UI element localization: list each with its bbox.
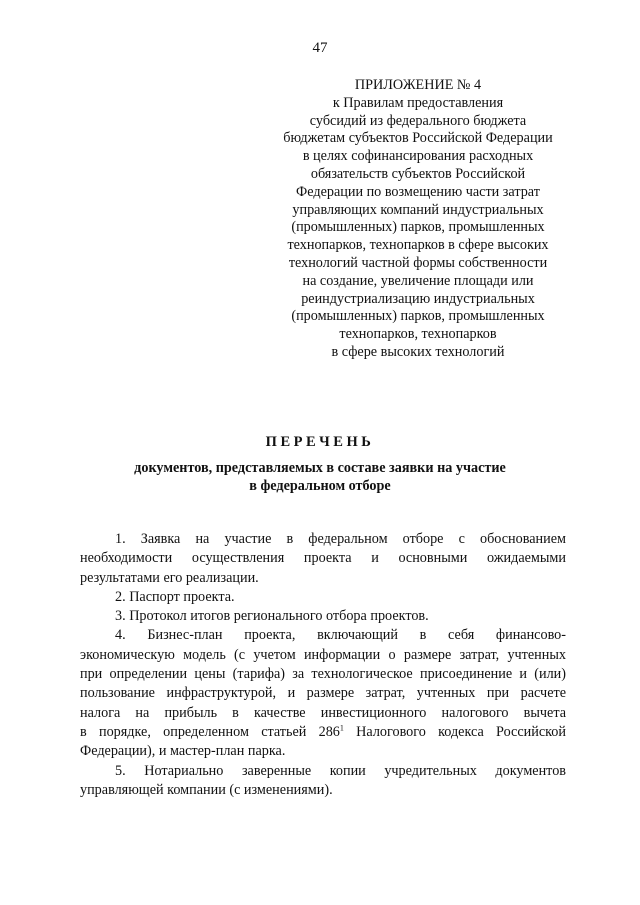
annex-line: технопарков, технопарков в сфере высоких bbox=[287, 237, 549, 254]
item-line: 1. Заявка на участие в федеральном отборе с обоснованием bbox=[115, 531, 566, 547]
annex-line: (промышленных) парков, промышленных bbox=[291, 219, 545, 236]
annex-line: к Правилам предоставления bbox=[332, 94, 504, 111]
annex-line: обязательств субъектов Российской bbox=[310, 165, 526, 182]
annex-line: (промышленных) парков, промышленных bbox=[291, 308, 545, 325]
item-line: управляющей компании (с изменениями). bbox=[80, 781, 333, 798]
annex-header bbox=[258, 77, 578, 362]
list-item bbox=[80, 626, 566, 761]
document-subtitle bbox=[0, 459, 640, 495]
item-line bbox=[80, 723, 566, 742]
item-line-text: в порядке, определенном статьей 286 bbox=[80, 723, 340, 740]
footnote-marker: 1 bbox=[339, 723, 344, 733]
annex-title: ПРИЛОЖЕНИЕ № 4 bbox=[354, 77, 482, 93]
annex-line: технопарков, технопарков bbox=[339, 326, 497, 343]
subtitle-line: документов, представляемых в составе заявки на участие bbox=[134, 460, 506, 476]
subtitle-line: в федеральном отборе bbox=[249, 478, 391, 494]
item-line: экономическую модель (с учетом информации о размере затрат, учтенных bbox=[80, 646, 566, 663]
item-line: пользование инфраструктурой, и размере затрат, учтенных при расчете bbox=[80, 685, 566, 702]
item-line: необходимости осуществления проекта и основными ожидаемыми bbox=[80, 550, 566, 567]
list-item bbox=[80, 762, 566, 801]
item-line-text: Налогового кодекса Российской bbox=[343, 723, 566, 740]
item-line: результатами его реализации. bbox=[80, 569, 259, 586]
list-item bbox=[80, 607, 566, 626]
annex-line: на создание, увеличение площади или bbox=[302, 272, 534, 289]
item-line: 3. Протокол итогов регионального отбора проектов. bbox=[115, 608, 429, 625]
documents-list bbox=[80, 530, 566, 800]
annex-line: реиндустриализацию индустриальных bbox=[301, 290, 535, 307]
item-line: при определении цены (тарифа) за технологическое присоединение и (или) bbox=[80, 666, 566, 683]
annex-line: бюджетам субъектов Российской Федерации bbox=[283, 130, 553, 147]
item-line: Федерации), и мастер-план парка. bbox=[80, 743, 286, 760]
item-line: налога на прибыль в качестве инвестиционного налогового вычета bbox=[80, 704, 566, 721]
item-line: 2. Паспорт проекта. bbox=[115, 588, 235, 605]
annex-line: технологий частной формы собственности bbox=[288, 254, 548, 271]
annex-line: субсидий из федерального бюджета bbox=[309, 112, 527, 129]
list-item bbox=[80, 530, 566, 588]
page-number: 47 bbox=[312, 40, 328, 56]
annex-line: Федерации по возмещению части затрат bbox=[296, 183, 540, 200]
annex-line: в сфере высоких технологий bbox=[331, 343, 505, 360]
list-item bbox=[80, 588, 566, 607]
annex-line: в целях софинансирования расходных bbox=[302, 148, 534, 165]
item-line: 4. Бизнес-план проекта, включающий в себя финансово- bbox=[115, 627, 566, 644]
annex-line: управляющих компаний индустриальных bbox=[292, 201, 544, 218]
document-title: ПЕРЕЧЕНЬ bbox=[265, 434, 375, 450]
item-line: 5. Нотариально заверенные копии учредительных документов bbox=[115, 762, 566, 779]
